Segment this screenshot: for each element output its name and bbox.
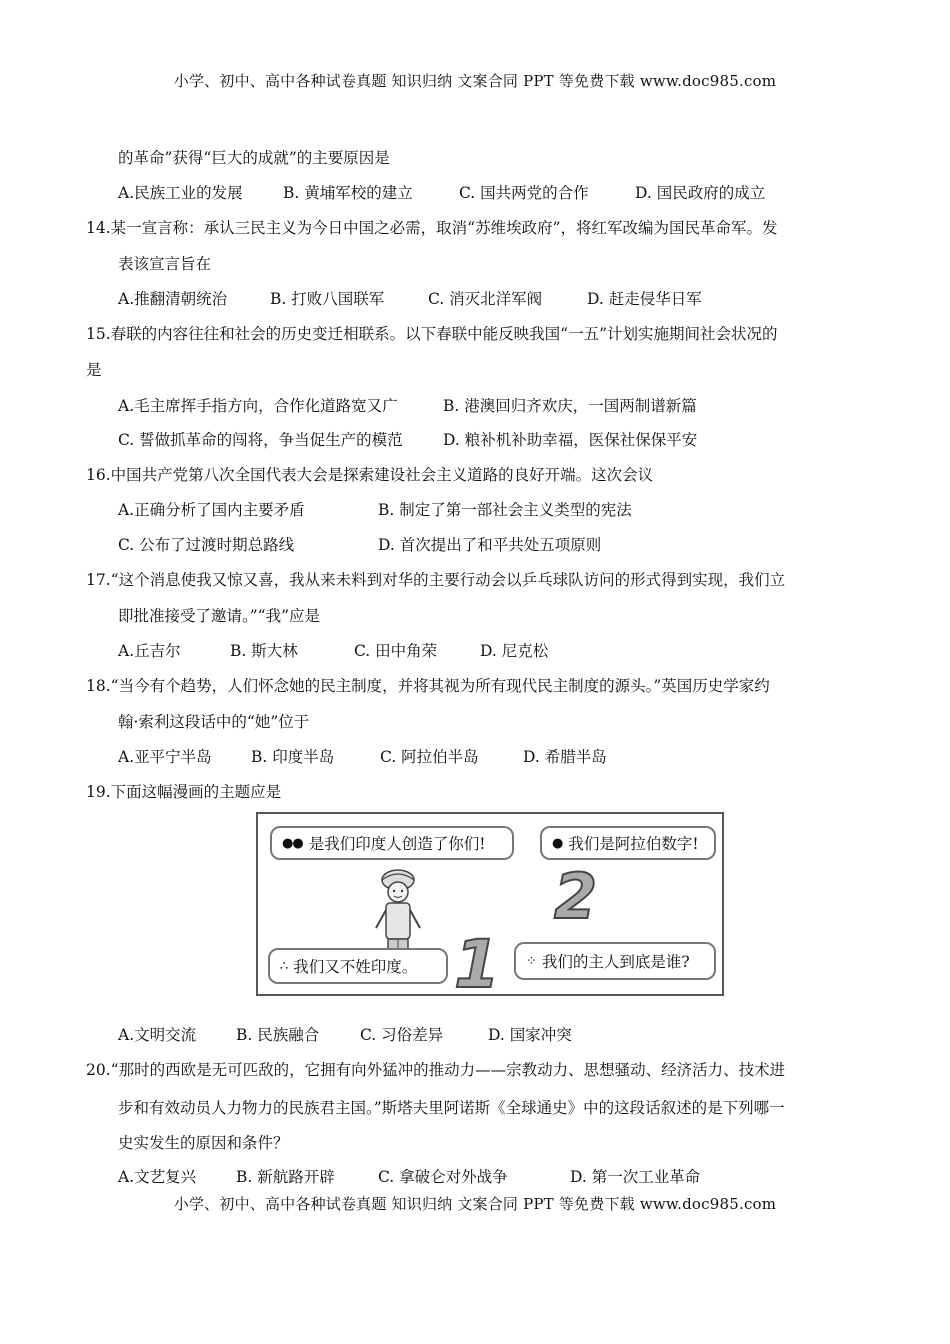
- q18-stem: 18.“当今有个趋势，人们怀念她的民主制度，并将其视为所有现代民主制度的源头。”英国历史学家约: [86, 677, 770, 695]
- page-header: 小学、初中、高中各种试卷真题 知识归纳 文案合同 PPT 等免费下载 www.doc985.com: [173, 72, 777, 90]
- q17-option-d[interactable]: D. 尼克松: [480, 642, 549, 660]
- q17-option-c[interactable]: C. 田中角荣: [354, 642, 438, 660]
- one-dot-icon: ●: [552, 835, 563, 851]
- q19-option-a[interactable]: A.文明交流: [118, 1026, 197, 1044]
- q18-option-b[interactable]: B. 印度半岛: [251, 748, 335, 766]
- q15-option-d[interactable]: D. 粮补机补助幸福，医保社保保平安: [443, 431, 698, 449]
- q18-option-a[interactable]: A.亚平宁半岛: [118, 748, 212, 766]
- q18-option-c[interactable]: C. 阿拉伯半岛: [380, 748, 479, 766]
- q16-option-d[interactable]: D. 首次提出了和平共处五项原则: [378, 536, 602, 554]
- two-dots-icon: ●●: [282, 835, 303, 851]
- four-dots-icon: ⁘: [526, 953, 536, 969]
- q18-stem-line2: 翰·索利这段话中的“她”位于: [118, 713, 310, 731]
- q20-option-b[interactable]: B. 新航路开辟: [236, 1168, 335, 1186]
- page-footer: 小学、初中、高中各种试卷真题 知识归纳 文案合同 PPT 等免费下载 www.doc985.com: [173, 1195, 777, 1213]
- q16-option-c[interactable]: C. 公布了过渡时期总路线: [118, 536, 295, 554]
- cartoon-illustration: [256, 812, 724, 1003]
- q19-stem: 19.下面这幅漫画的主题应是: [86, 783, 282, 801]
- q20-stem-line3: 史实发生的原因和条件？: [118, 1134, 289, 1152]
- q20-option-d[interactable]: D. 第一次工业革命: [570, 1168, 701, 1186]
- q14-option-d[interactable]: D. 赶走侵华日军: [587, 290, 702, 308]
- q17-option-a[interactable]: A.丘吉尔: [118, 642, 181, 660]
- q19-option-d[interactable]: D. 国家冲突: [488, 1026, 572, 1044]
- q20-option-c[interactable]: C. 拿破仑对外战争: [378, 1168, 508, 1186]
- q13-stem-continued: 的革命”获得“巨大的成就”的主要原因是: [118, 149, 390, 167]
- speech-bubble-2: [540, 826, 716, 860]
- digit-one: 1: [454, 926, 500, 1003]
- q14-option-c[interactable]: C. 消灭北洋军阀: [428, 290, 543, 308]
- q17-option-b[interactable]: B. 斯大林: [230, 642, 298, 660]
- q13-option-b[interactable]: B. 黄埔军校的建立: [283, 184, 413, 202]
- q13-option-d[interactable]: D. 国民政府的成立: [635, 184, 766, 202]
- q14-stem-line2: 表该宣言旨在: [118, 255, 212, 273]
- q13-option-c[interactable]: C. 国共两党的合作: [459, 184, 589, 202]
- speech-bubble-4-text: 我们的主人到底是谁?: [541, 953, 690, 971]
- speech-bubble-1-text: 是我们印度人创造了你们!: [308, 835, 486, 853]
- q16-option-a[interactable]: A.正确分析了国内主要矛盾: [118, 501, 305, 519]
- q18-option-d[interactable]: D. 希腊半岛: [523, 748, 607, 766]
- q15-option-a[interactable]: A.毛主席挥手指方向，合作化道路宽又广: [118, 397, 398, 415]
- q13-option-a[interactable]: A.民族工业的发展: [118, 184, 243, 202]
- q15-option-c[interactable]: C. 誓做抓革命的闯将，争当促生产的模范: [118, 431, 403, 449]
- q14-stem: 14.某一宣言称：承认三民主义为今日中国之必需，取消“苏维埃政府”，将红军改编为国民革命军。发: [86, 219, 778, 237]
- q15-stem: 15.春联的内容往往和社会的历史变迁相联系。以下春联中能反映我国“一五”计划实施期间社会状况的: [86, 325, 778, 343]
- q15-stem-line2: 是: [86, 361, 102, 379]
- speech-bubble-3: [268, 948, 448, 984]
- q15-option-b[interactable]: B. 港澳回归齐欢庆，一国两制谱新篇: [443, 397, 697, 415]
- digit-two: 2: [554, 860, 598, 933]
- q20-stem: 20.“那时的西欧是无可匹敌的，它拥有向外猛冲的推动力——宗教动力、思想骚动、经济活力、技术进: [86, 1061, 786, 1079]
- speech-bubble-3-text: 我们又不姓印度。: [293, 958, 418, 976]
- q19-option-b[interactable]: B. 民族融合: [236, 1026, 320, 1044]
- three-dots-icon: ∴: [280, 958, 288, 974]
- q20-option-a[interactable]: A.文艺复兴: [118, 1168, 197, 1186]
- speech-bubble-1: [270, 826, 514, 860]
- q17-stem-line2: 即批准接受了邀请。”“我”应是: [118, 607, 321, 625]
- speech-bubble-4: [514, 942, 716, 980]
- speech-bubble-2-text: 我们是阿拉伯数字!: [568, 835, 699, 853]
- q19-option-c[interactable]: C. 习俗差异: [360, 1026, 444, 1044]
- q20-stem-line2: 步和有效动员人力物力的民族君主国。”斯塔夫里阿诺斯《全球通史》中的这段话叙述的是下列哪一: [118, 1099, 785, 1117]
- q16-stem: 16.中国共产党第八次全国代表大会是探索建设社会主义道路的良好开端。这次会议: [86, 466, 654, 484]
- q16-option-b[interactable]: B. 制定了第一部社会主义类型的宪法: [378, 501, 632, 519]
- q14-option-b[interactable]: B. 打败八国联军: [270, 290, 385, 308]
- q17-stem: 17.“这个消息使我又惊又喜，我从来未料到对华的主要行动会以乒乓球队访问的形式得到实现，我们立: [86, 571, 786, 589]
- q14-option-a[interactable]: A.推翻清朝统治: [118, 290, 228, 308]
